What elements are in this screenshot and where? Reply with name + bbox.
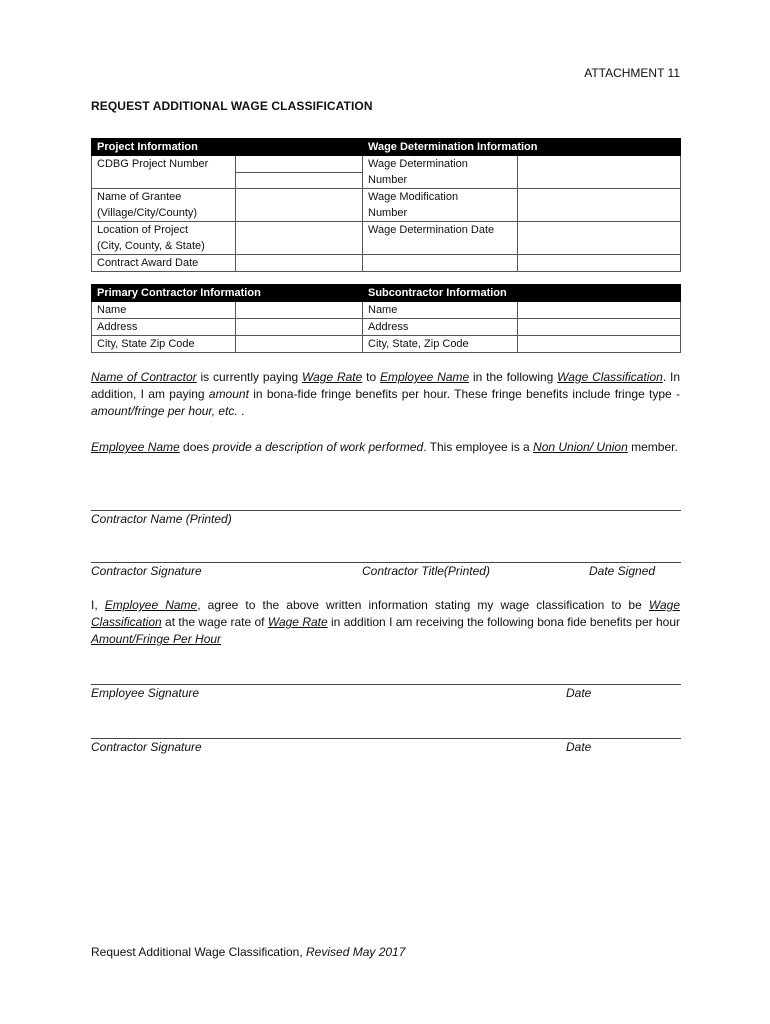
text: in addition I am receiving the following bona fide benefits per hour <box>327 615 681 629</box>
employee-signature-label: Employee Signature <box>91 686 200 700</box>
employee-signature-line[interactable] <box>91 684 681 685</box>
contract-award-date-label: Contract Award Date <box>92 255 236 272</box>
project-info-header: Project Information <box>92 139 363 156</box>
contractor-signature-label: Contractor Signature <box>91 564 202 578</box>
name-of-contractor-placeholder[interactable]: Name of Contractor <box>91 370 197 384</box>
contractor-address-field[interactable] <box>236 319 363 336</box>
contractor-name-line[interactable] <box>91 510 681 511</box>
wage-determination-number-label: Number <box>363 172 518 189</box>
grantee-type-label: (Village/City/County) <box>92 205 236 222</box>
wage-modification-label: Wage Modification <box>363 189 518 206</box>
wage-modification-field[interactable] <box>518 189 681 222</box>
wage-determination-field[interactable] <box>518 156 681 189</box>
employee-description-paragraph <box>91 439 680 456</box>
employee-agreement-paragraph <box>91 597 680 648</box>
contractor-name-printed-label: Contractor Name (Printed) <box>91 512 232 526</box>
contract-award-date-field[interactable] <box>236 255 363 272</box>
wage-classification-placeholder[interactable]: Wage Classification <box>557 370 663 384</box>
wage-determination-label: Wage Determination <box>363 156 518 173</box>
page-footer <box>91 945 405 959</box>
page-title: REQUEST ADDITIONAL WAGE CLASSIFICATION <box>91 99 373 113</box>
contractor-city-label: City, State Zip Code <box>92 336 236 353</box>
text: , agree to the above written information stating my wage classification to be <box>197 598 649 612</box>
text: . This employee is a <box>423 440 534 454</box>
subcontractor-header: Subcontractor Information <box>363 285 681 302</box>
project-info-table <box>91 138 681 272</box>
text: I, <box>91 598 105 612</box>
subcontractor-address-field[interactable] <box>518 319 681 336</box>
wage-rate-placeholder[interactable]: Wage Rate <box>302 370 363 384</box>
table-row <box>92 156 681 173</box>
table-row <box>92 319 681 336</box>
table-row <box>92 336 681 353</box>
contractor-info-table <box>91 284 681 353</box>
contractor-statement-paragraph <box>91 369 680 420</box>
text: . <box>237 404 245 418</box>
blank-field-cell[interactable] <box>236 172 363 189</box>
contractor-signature-label-2: Contractor Signature <box>91 740 202 754</box>
text: in bona-fide fringe benefits per hour. These fringe benefits include fringe type - <box>248 387 680 401</box>
subcontractor-city-field[interactable] <box>518 336 681 353</box>
attachment-label: ATTACHMENT 11 <box>584 66 680 80</box>
footer-text: Request Additional Wage Classification, <box>91 945 307 959</box>
wage-determination-date-field[interactable] <box>518 222 681 255</box>
location-detail-label: (City, County, & State) <box>92 238 236 255</box>
name-of-grantee-field[interactable] <box>236 189 363 222</box>
contractor-date-label: Date <box>566 740 592 754</box>
employee-name-placeholder[interactable]: Employee Name <box>104 598 198 612</box>
footer-revised: Revised May 2017 <box>306 945 406 959</box>
text: does <box>179 440 213 454</box>
text: at the wage rate of <box>161 615 268 629</box>
contractor-signature-line[interactable] <box>91 562 681 563</box>
amount-fringe-placeholder[interactable]: Amount/Fringe Per Hour <box>91 632 222 646</box>
text: is currently paying <box>196 370 303 384</box>
employee-date-label: Date <box>566 686 592 700</box>
date-signed-label: Date Signed <box>589 564 656 578</box>
cdbg-project-number-field[interactable] <box>236 156 363 173</box>
wage-determination-header: Wage Determination Information <box>363 139 681 156</box>
location-of-project-field[interactable] <box>236 222 363 255</box>
subcontractor-city-label: City, State, Zip Code <box>363 336 518 353</box>
contractor-address-label: Address <box>92 319 236 336</box>
wage-rate-placeholder[interactable]: Wage Rate <box>267 615 328 629</box>
blank-label-cell <box>363 255 518 272</box>
blank-label-cell <box>92 172 236 189</box>
text: member. <box>627 440 678 454</box>
employee-name-placeholder[interactable]: Employee Name <box>91 440 180 454</box>
contractor-signature-line-2[interactable] <box>91 738 681 739</box>
wage-classification-placeholder[interactable]: Wage Classification <box>91 598 680 629</box>
wage-determination-date-label: Wage Determination Date <box>363 222 518 255</box>
contractor-name-field[interactable] <box>236 302 363 319</box>
contractor-title-label: Contractor Title(Printed) <box>362 564 490 578</box>
union-status-placeholder[interactable]: Non Union/ Union <box>533 440 628 454</box>
primary-contractor-header: Primary Contractor Information <box>92 285 363 302</box>
fringe-type-placeholder[interactable]: amount/fringe per hour, etc. <box>91 404 238 418</box>
text: in the following <box>469 370 558 384</box>
text: . In addition, I am paying <box>91 370 680 401</box>
name-of-grantee-label: Name of Grantee <box>92 189 236 206</box>
contractor-table-header <box>92 285 681 302</box>
table-row <box>92 302 681 319</box>
table-row <box>92 255 681 272</box>
subcontractor-name-label: Name <box>363 302 518 319</box>
wage-modification-number-label: Number <box>363 205 518 222</box>
blank-field-cell[interactable] <box>518 255 681 272</box>
contractor-name-label: Name <box>92 302 236 319</box>
table-row <box>92 189 681 206</box>
amount-placeholder[interactable]: amount <box>208 387 249 401</box>
employee-name-placeholder[interactable]: Employee Name <box>379 370 470 384</box>
subcontractor-address-label: Address <box>363 319 518 336</box>
subcontractor-name-field[interactable] <box>518 302 681 319</box>
location-of-project-label: Location of Project <box>92 222 236 239</box>
cdbg-project-number-label: CDBG Project Number <box>92 156 236 173</box>
contractor-city-field[interactable] <box>236 336 363 353</box>
project-table-header <box>92 139 681 156</box>
text: to <box>362 370 380 384</box>
table-row <box>92 222 681 239</box>
work-description-placeholder[interactable]: provide a description of work performed <box>212 440 424 454</box>
